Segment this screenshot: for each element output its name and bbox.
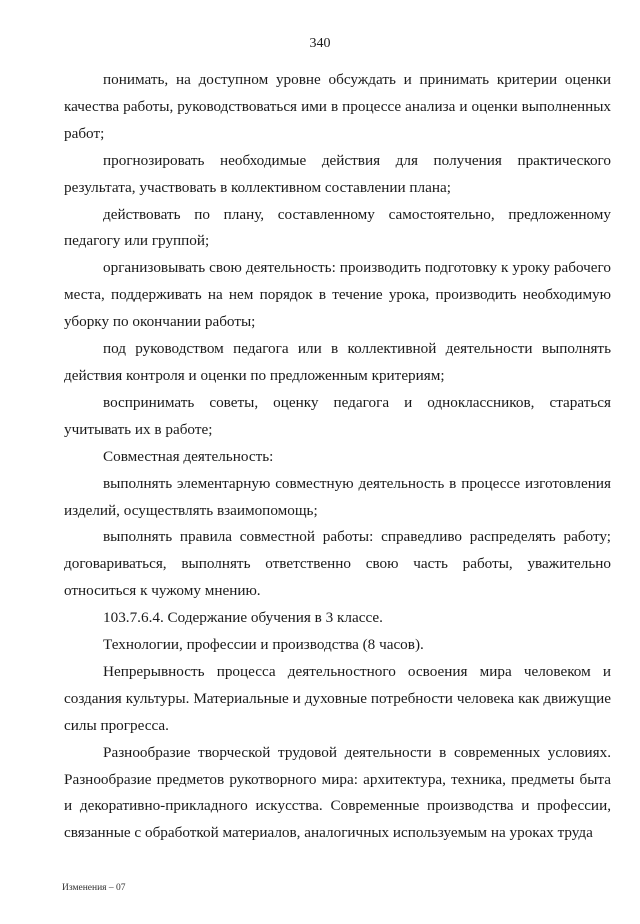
- section-heading: 103.7.6.4. Содержание обучения в 3 классе.: [103, 609, 383, 627]
- paragraph: Непрерывность процесса деятельностного освоения мира человеком и создания культуры. Материальные и духовные потребности человека как движущие силы прогресса.: [64, 662, 611, 734]
- subsection-heading: Технологии, профессии и производства (8 часов).: [103, 636, 424, 654]
- page-number: 340: [309, 36, 331, 51]
- paragraph: Разнообразие творческой трудовой деятельности в современных условиях. Разнообразие предметов рукотворного мира: архитектура, техника, предметы быта и декоративно-прикладного искусства. Современные производства и профессии, связанные с обработкой материалов, аналогичных используемым на уроках труда: [64, 743, 611, 842]
- paragraph: понимать, на доступном уровне обсуждать и принимать критерии оценки качества работы, руководствоваться ими в процессе анализа и оценки выполненных работ;: [64, 71, 611, 142]
- paragraph: выполнять правила совместной работы: справедливо распределять работу; договариваться, выполнять ответственно свою часть работы, уважительно относиться к чужому мнению.: [64, 528, 611, 600]
- footer-note: Изменения – 07: [62, 883, 126, 893]
- paragraph: воспринимать советы, оценку педагога и одноклассников, стараться учитывать их в работе;: [64, 393, 611, 438]
- document-body: [64, 67, 611, 847]
- paragraph: действовать по плану, составленному самостоятельно, предложенному педагогу или группой;: [64, 205, 611, 250]
- paragraph: под руководством педагога или в коллективной деятельности выполнять действия контроля и оценки по предложенным критериям;: [64, 340, 611, 384]
- paragraph: выполнять элементарную совместную деятельность в процессе изготовления изделий, осуществлять взаимопомощь;: [64, 474, 611, 519]
- section-label: Совместная деятельность:: [103, 447, 274, 465]
- paragraph: прогнозировать необходимые действия для получения практического результата, участвовать в коллективном составлении плана;: [64, 151, 611, 196]
- paragraph: организовывать свою деятельность: производить подготовку к уроку рабочего места, поддерживать на нем порядок в течение урока, производить необходимую уборку по окончании работы;: [64, 259, 611, 331]
